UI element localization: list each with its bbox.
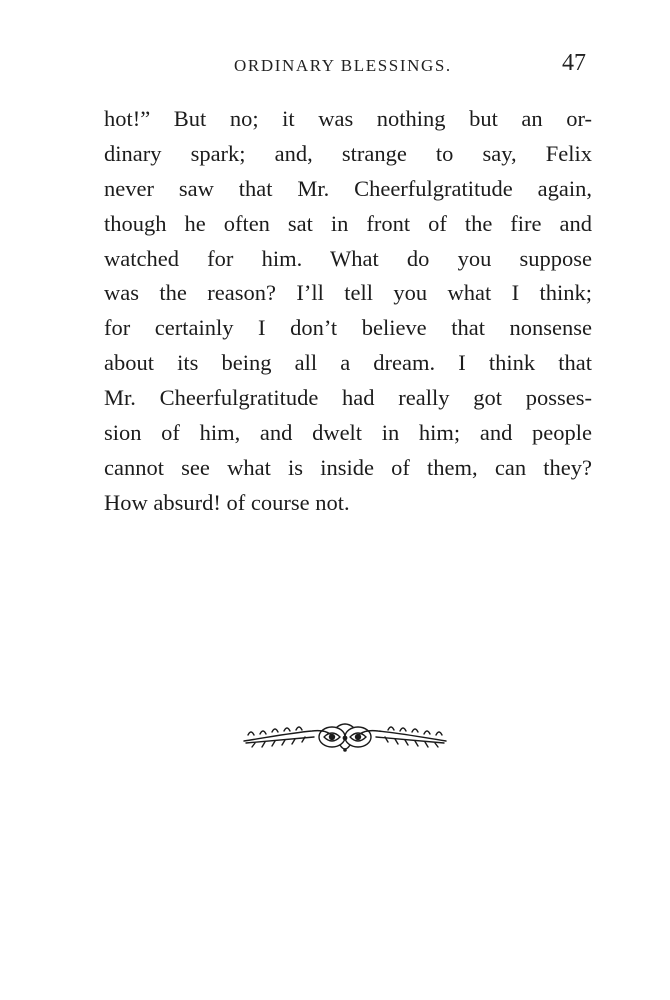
text-line: never saw that Mr. Cheerfulgratitude again, xyxy=(104,175,592,201)
text-line: dinary spark; and, strange to say, Felix xyxy=(104,140,592,166)
decorative-tailpiece-icon xyxy=(240,717,450,757)
text-line: How absurd! of course not. xyxy=(104,489,350,515)
page-number: 47 xyxy=(562,50,586,76)
text-line: for certainly I don’t believe that nonsense xyxy=(104,315,592,341)
text-line: sion of him, and dwelt in him; and people xyxy=(104,420,592,446)
running-head xyxy=(0,52,670,82)
text-line: cannot see what is inside of them, can they? xyxy=(104,454,592,480)
body-text xyxy=(104,102,592,521)
text-line: was the reason? I’ll tell you what I think; xyxy=(104,280,592,306)
text-line: though he often sat in front of the fire and xyxy=(104,210,592,236)
text-line: about its being all a dream. I think that xyxy=(104,350,592,376)
text-line: watched for him. What do you suppose xyxy=(104,245,592,271)
text-line: Mr. Cheerfulgratitude had really got posses- xyxy=(104,385,592,411)
text-line: hot!” But no; it was nothing but an or- xyxy=(104,106,592,131)
running-title: ORDINARY BLESSINGS. xyxy=(234,56,452,75)
